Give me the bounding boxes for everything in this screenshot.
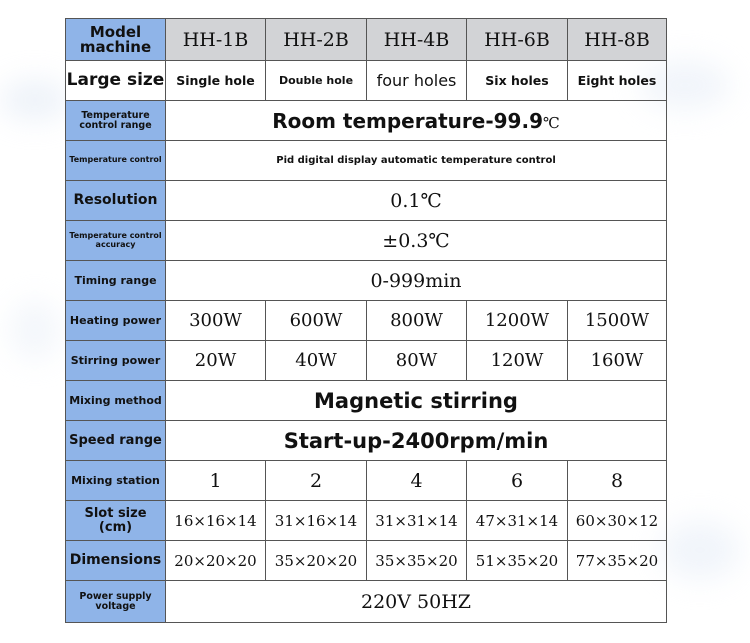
stirring-power-label: Stirring power — [66, 341, 166, 381]
mixing-station-value: 6 — [467, 461, 568, 501]
resolution-label: Resolution — [66, 181, 166, 221]
background-blur-decoration — [660, 520, 740, 580]
header-row — [66, 19, 667, 61]
temperature-control-row — [66, 141, 667, 181]
speed-range-row — [66, 421, 667, 461]
dimensions-value: 51×35×20 — [467, 541, 568, 581]
dimensions-value: 35×20×20 — [266, 541, 367, 581]
temperature-control-range-row — [66, 101, 667, 141]
mixing-method-value: Magnetic stirring — [166, 381, 667, 421]
dimensions-value: 35×35×20 — [367, 541, 467, 581]
temperature-control-range-label: Temperature control range — [66, 101, 166, 141]
timing-range-label: Timing range — [66, 261, 166, 301]
resolution-value: 0.1℃ — [166, 181, 667, 221]
slot-size-value: 60×30×12 — [568, 501, 667, 541]
stirring-power-value: 160W — [568, 341, 667, 381]
heating-power-label: Heating power — [66, 301, 166, 341]
stirring-power-row — [66, 341, 667, 381]
power-supply-voltage-label: Power supply voltage — [66, 581, 166, 623]
model-machine-label: Model machine — [66, 19, 166, 61]
slot-size-value: 16×16×14 — [166, 501, 266, 541]
temperature-control-accuracy-value: ±0.3℃ — [166, 221, 667, 261]
large-size-value: Double hole — [266, 61, 367, 101]
mixing-station-value: 4 — [367, 461, 467, 501]
timing-range-row — [66, 261, 667, 301]
speed-range-value: Start-up-2400rpm/min — [166, 421, 667, 461]
mixing-station-value: 1 — [166, 461, 266, 501]
heating-power-value: 1500W — [568, 301, 667, 341]
large-size-value: Single hole — [166, 61, 266, 101]
dimensions-value: 20×20×20 — [166, 541, 266, 581]
large-size-label: Large size — [66, 61, 166, 101]
temperature-unit: ℃ — [542, 113, 560, 132]
heating-power-row — [66, 301, 667, 341]
model-name: HH-6B — [467, 19, 568, 61]
slot-size-value: 31×31×14 — [367, 501, 467, 541]
temperature-control-value: Pid digital display automatic temperature control — [166, 141, 667, 181]
large-size-value: Eight holes — [568, 61, 667, 101]
large-size-row — [66, 61, 667, 101]
slot-size-value: 31×16×14 — [266, 501, 367, 541]
model-name: HH-1B — [166, 19, 266, 61]
temperature-control-label: Temperature control — [66, 141, 166, 181]
slot-size-value: 47×31×14 — [467, 501, 568, 541]
dimensions-row — [66, 541, 667, 581]
mixing-station-value: 2 — [266, 461, 367, 501]
resolution-row — [66, 181, 667, 221]
heating-power-value: 300W — [166, 301, 266, 341]
model-name: HH-8B — [568, 19, 667, 61]
heating-power-value: 1200W — [467, 301, 568, 341]
heating-power-value: 600W — [266, 301, 367, 341]
mixing-station-value: 8 — [568, 461, 667, 501]
power-supply-voltage-row — [66, 581, 667, 623]
temperature-control-range-value: Room temperature-99.9 — [272, 108, 543, 133]
specification-table — [65, 18, 667, 623]
mixing-station-label: Mixing station — [66, 461, 166, 501]
stirring-power-value: 80W — [367, 341, 467, 381]
dimensions-label: Dimensions — [66, 541, 166, 581]
mixing-method-row — [66, 381, 667, 421]
timing-range-value: 0-999min — [166, 261, 667, 301]
model-name: HH-2B — [266, 19, 367, 61]
slot-size-label: Slot size (cm) — [66, 501, 166, 541]
large-size-value: four holes — [367, 61, 467, 101]
mixing-station-row — [66, 461, 667, 501]
mixing-method-label: Mixing method — [66, 381, 166, 421]
dimensions-value: 77×35×20 — [568, 541, 667, 581]
stirring-power-value: 40W — [266, 341, 367, 381]
speed-range-label: Speed range — [66, 421, 166, 461]
stirring-power-value: 120W — [467, 341, 568, 381]
model-name: HH-4B — [367, 19, 467, 61]
heating-power-value: 800W — [367, 301, 467, 341]
large-size-value: Six holes — [467, 61, 568, 101]
temperature-control-accuracy-label: Temperature control accuracy — [66, 221, 166, 261]
temperature-control-accuracy-row — [66, 221, 667, 261]
temperature-control-range-cell — [166, 101, 667, 141]
power-supply-voltage-value: 220V 50HZ — [166, 581, 667, 623]
stirring-power-value: 20W — [166, 341, 266, 381]
background-blur-decoration — [0, 80, 70, 120]
background-blur-decoration — [10, 300, 60, 360]
slot-size-row — [66, 501, 667, 541]
